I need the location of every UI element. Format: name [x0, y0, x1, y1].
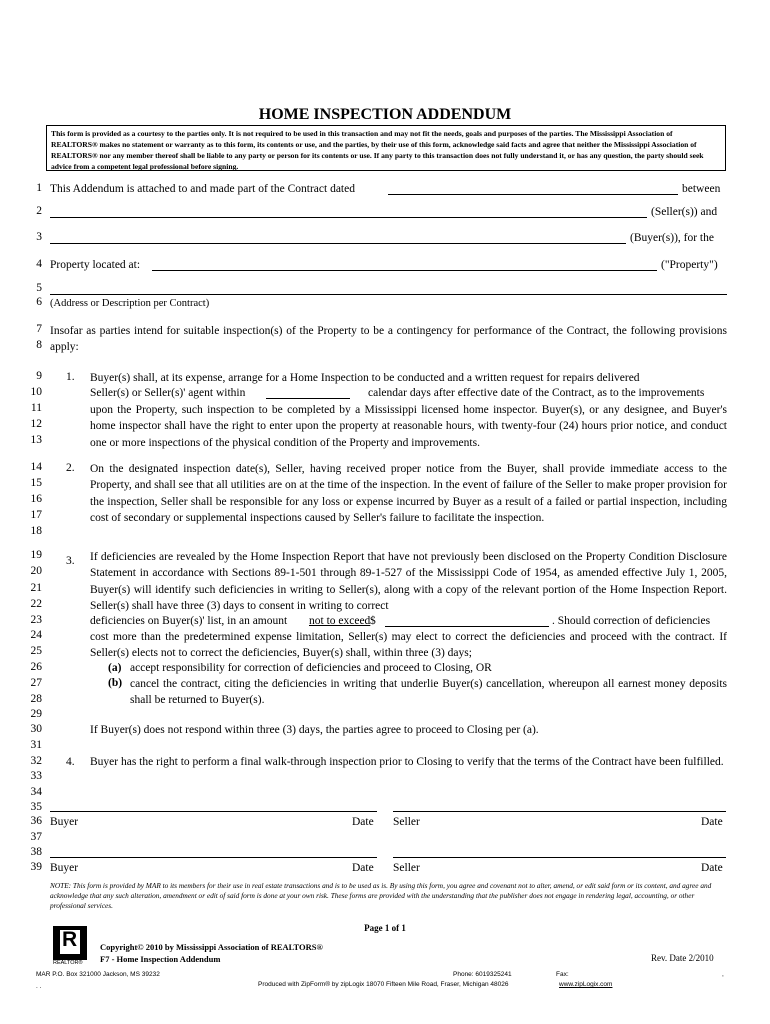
mar-address: MAR P.O. Box 321000 Jackson, MS 39232 — [36, 971, 160, 978]
line-number: 10 — [30, 386, 42, 398]
line-number: 22 — [30, 598, 42, 610]
realtor-r-icon: R — [62, 928, 78, 951]
property-label: ("Property") — [661, 259, 718, 271]
line-number: 28 — [30, 693, 42, 705]
line-number: 30 — [30, 723, 42, 735]
realtor-logo-text: REALTOR® — [53, 960, 83, 966]
note-text: NOTE: This form is provided by MAR to its members for their use in real estate transactions and is to be used as is. By using this form, you agree and covenant not to alter, amend, or edit said form or its content, and agree and acknowledge that any such alteration, amendment or edit of said form is done at your own risk. These forms are provided with the understanding that the publisher does not engage in rendering legal, accounting, or other professional services. — [50, 881, 712, 910]
property-located-label: Property located at: — [50, 259, 141, 271]
intro-paragraph: Insofar as parties intend for suitable inspection(s) of the Property to be a contingency for performance of the Contract, the following provisions apply: — [50, 325, 727, 354]
page-number: Page 1 of 1 — [364, 923, 406, 933]
between-label: between — [682, 183, 721, 195]
line-number: 24 — [30, 629, 42, 641]
disclaimer-box: This form is provided as a courtesy to the parties only. It is not required to be used in this transaction and may not fit the needs, goals and purposes of the parties. The Mississippi Association of REALTORS® makes no statement or warranty as to this form, its contents or use, and the parties, by their use of this form, acknowledge said facts and agree that neither the Mississippi Association of REALTORS® nor any member thereof shall be liable to any party or person for its contents or use. If any party to this transaction does not fully understand it, or has any question, the party should seek advice from a competent legal professional before signing. — [46, 125, 726, 171]
property-address-field[interactable] — [152, 270, 657, 271]
seller-name-field[interactable] — [50, 217, 647, 218]
option-a-text: accept responsibility for correction of deficiencies and proceed to Closing, OR — [130, 662, 492, 674]
line-number: 19 — [30, 549, 42, 561]
line-number: 23 — [30, 614, 42, 626]
line-number: 29 — [30, 708, 42, 720]
seller-label: (Seller(s)) and — [651, 206, 718, 218]
fax-text: Fax: — [556, 971, 569, 978]
line-number: 34 — [30, 786, 42, 798]
item-1-number: 1. — [66, 371, 75, 383]
item-3-line-b-post: . Should correction of deficiencies — [552, 615, 711, 627]
buyer-2-label: Buyer — [50, 862, 79, 874]
buyer-1-signature-line[interactable] — [50, 811, 377, 812]
contract-date-field[interactable] — [388, 194, 678, 195]
seller-2-signature-line[interactable] — [393, 857, 726, 858]
buyer-1-date-label: Date — [352, 816, 374, 828]
line-number: 6 — [36, 296, 42, 308]
line-number: 20 — [30, 565, 42, 577]
line-number: 21 — [30, 582, 42, 594]
line-number: 8 — [36, 339, 42, 351]
line-number: 4 — [36, 258, 42, 270]
line-number: 32 — [30, 755, 42, 767]
not-to-exceed-text: not to exceed — [309, 615, 371, 627]
line-number: 9 — [36, 370, 42, 382]
item-3-paragraph-d: If Buyer(s) does not respond within three (3) days, the parties agree to proceed to Closing per (a). — [90, 724, 539, 736]
line-number: 16 — [30, 493, 42, 505]
line-number: 3 — [36, 231, 42, 243]
buyer-name-field[interactable] — [50, 243, 626, 244]
footer-comma: , — [722, 971, 724, 978]
phone-text: Phone: 6019325241 — [453, 971, 512, 978]
line-number: 35 — [30, 801, 42, 813]
buyer-2-signature-line[interactable] — [50, 857, 377, 858]
revision-date: Rev. Date 2/2010 — [651, 953, 714, 963]
line-number: 31 — [30, 739, 42, 751]
address-description-caption: (Address or Description per Contract) — [50, 298, 210, 309]
item-3-number: 3. — [66, 555, 75, 567]
line-number: 13 — [30, 434, 42, 446]
buyer-1-label: Buyer — [50, 816, 79, 828]
seller-1-signature-line[interactable] — [393, 811, 726, 812]
option-b-text: cancel the contract, citing the deficiencies in writing that underlie Buyer(s) cancellation, whereupon all earnest money deposits shall be returned to Buyer(s). — [130, 678, 727, 707]
line-number: 37 — [30, 831, 42, 843]
line-number: 38 — [30, 846, 42, 858]
item-4-number: 4. — [66, 756, 75, 768]
item-3-paragraph-c: cost more than the predetermined expense limitation, Seller(s) may elect to correct the deficiencies and proceed with the contract. If Seller(s) elects not to correct the deficiencies, Buyer(s) shall, within three (3) days; — [90, 631, 727, 660]
item-4-paragraph: Buyer has the right to perform a final walk-through inspection prior to Closing to verify that the terms of the Contract have been fulfilled. — [90, 756, 724, 768]
days-field[interactable] — [266, 398, 350, 399]
seller-2-label: Seller — [393, 862, 420, 874]
line-number: 33 — [30, 770, 42, 782]
item-1-line-c: upon the Property, such inspection to be completed by a Mississippi licensed home inspector. Buyer(s), or any designee, and Buyer's home inspector shall have the right to enter upon the property at reasonable hours, with twenty-four (24) hours prior notice, and conduct one or more inspections of the physical condition of the Property and improvements. — [90, 404, 727, 449]
seller-1-date-label: Date — [701, 816, 723, 828]
seller-2-date-label: Date — [701, 862, 723, 874]
amount-field[interactable] — [385, 626, 549, 627]
line-number: 2 — [36, 205, 42, 217]
buyer-label: (Buyer(s)), for the — [630, 232, 714, 244]
line-number: 11 — [30, 402, 42, 414]
line-number: 27 — [30, 677, 42, 689]
footer-dots: . . — [36, 983, 42, 990]
line-number: 15 — [30, 477, 42, 489]
item-1-line-b-pre: Seller(s) or Seller(s)' agent within — [90, 387, 246, 399]
line-number: 7 — [36, 323, 42, 335]
line-number: 14 — [30, 461, 42, 473]
item-3-line-b-pre: deficiencies on Buyer(s)' list, in an amount — [90, 615, 288, 627]
item-1-line-b-post: calendar days after effective date of the Contract, as to the improvements — [368, 387, 705, 399]
form-name: F7 - Home Inspection Addendum — [100, 954, 221, 964]
copyright-text: Copyright© 2010 by Mississippi Association of REALTORS® — [100, 942, 323, 952]
property-address-line-2[interactable] — [50, 294, 727, 295]
item-3-paragraph-a: If deficiencies are revealed by the Home Inspection Report that have not previously been disclosed on the Property Condition Disclosure Statement in accordance with Sections 89-1-501 through 89-1-527 of the Mississippi Code of 1954, as amended effective July 1, 2005, Buyer(s) will identify such deficiencies in writing to Seller(s), along with a copy of the relevant portion of the Home Inspection Report. Seller(s) shall have three (3) days to consent in writing to correct — [90, 551, 727, 613]
item-2-paragraph: On the designated inspection date(s), Seller, having received proper notice from the Buyer, shall provide immediate access to the Property, and shall see that all utilities are on at the time of the inspection. In the event of failure of the Seller to make proper provision for the inspection, Seller shall be responsible for any loss or expense incurred by Buyer as a result of a failed or partial inspection, including cost of secondary or supplemental inspections caused by Seller's failure to facilitate the inspection. — [90, 463, 727, 525]
dollar-sign: $ — [370, 615, 376, 627]
buyer-2-date-label: Date — [352, 862, 374, 874]
item-1-line-a: Buyer(s) shall, at its expense, arrange for a Home Inspection to be conducted and a written request for repairs delivered — [90, 372, 640, 384]
contract-dated-label: This Addendum is attached to and made part of the Contract dated — [50, 183, 355, 195]
line-number: 36 — [30, 815, 42, 827]
line-number: 5 — [36, 282, 42, 294]
seller-1-label: Seller — [393, 816, 420, 828]
page-title: HOME INSPECTION ADDENDUM — [258, 106, 512, 123]
line-number: 25 — [30, 645, 42, 657]
line-number: 17 — [30, 509, 42, 521]
line-number: 12 — [30, 418, 42, 430]
option-b-label: (b) — [108, 677, 123, 689]
option-a-label: (a) — [108, 662, 122, 674]
line-number: 1 — [36, 182, 42, 194]
line-number: 39 — [30, 861, 42, 873]
produced-by-text: Produced with ZipForm® by zipLogix 18070 Fifteen Mile Road, Fraser, Michigan 48026 — [258, 981, 509, 988]
line-number: 18 — [30, 525, 42, 537]
realtor-logo — [53, 926, 87, 966]
ziplogix-link[interactable]: www.zipLogix.com — [559, 981, 613, 988]
item-2-number: 2. — [66, 462, 75, 474]
line-number: 26 — [30, 661, 42, 673]
